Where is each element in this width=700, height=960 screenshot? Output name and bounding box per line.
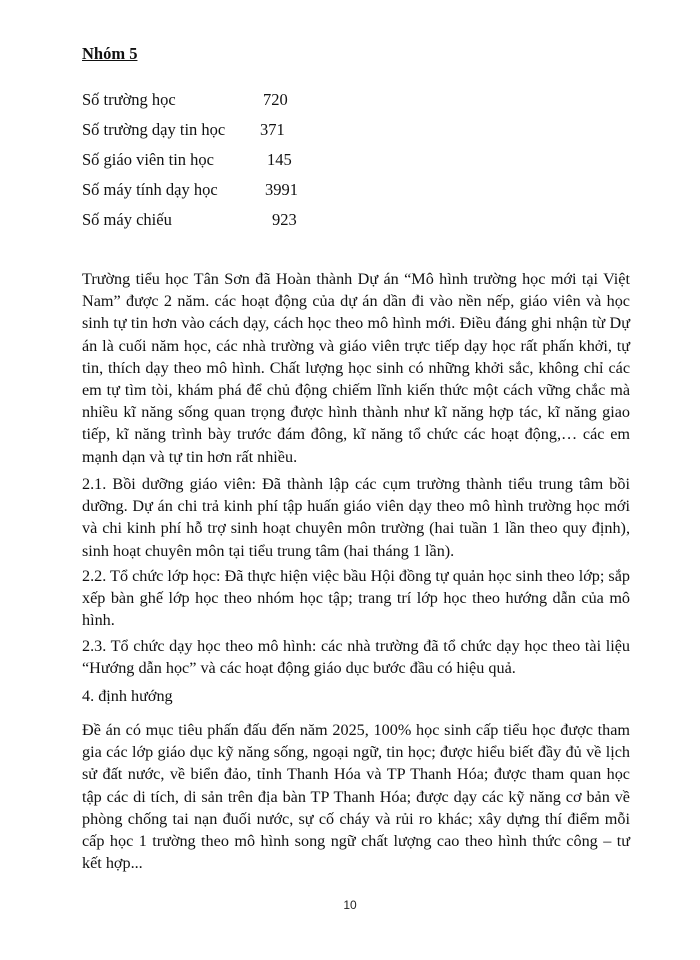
section-2-1-paragraph: 2.1. Bồi dưỡng giáo viên: Đã thành lập các cụm trường thành tiểu trung tâm bồi dưỡng. Dự án chi trả kinh phí tập huấn giáo viên dạy theo mô hình trường học mới và chi kinh phí hỗ trợ sinh hoạt chuyên môn trường (hai tuần 1 lần theo quy định), sinh hoạt chuyên môn tại tiểu trung tâm (hai tháng 1 lần).	[82, 475, 630, 560]
stat-value: 720	[263, 90, 288, 109]
group-title: Nhóm 5	[82, 44, 138, 63]
stat-value: 145	[267, 150, 292, 169]
stat-value: 923	[272, 210, 297, 229]
section-4-paragraph: Đề án có mục tiêu phấn đấu đến năm 2025, 100% học sinh cấp tiểu học được tham gia các lớp giáo dục kỹ năng sống, ngoại ngữ, tin học; được hiểu biết đầy đủ về lịch sử đất nước, về biển đảo, tỉnh Thanh Hóa và TP Thanh Hóa; được tham quan học tập các di tích, di sản trên địa bàn TP Thanh Hóa; được dạy các kỹ năng cơ bản về phòng chống tai nạn đuối nước, sự cố cháy và rủi ro khác; xây dựng thí điểm mỗi cấp học 1 trường theo mô hình song ngữ chất lượng cao theo hình thức công – tư kết hợp...	[82, 721, 630, 873]
stat-value: 3991	[265, 180, 298, 199]
page-number: 10	[343, 898, 357, 912]
stat-value: 371	[260, 120, 285, 139]
stat-label: Số giáo viên tin học	[82, 150, 214, 169]
stat-label: Số trường dạy tin học	[82, 120, 226, 139]
section-2-3-paragraph: 2.3. Tổ chức dạy học theo mô hình: các nhà trường đã tổ chức dạy học theo tài liệu “Hướng dẫn học” và các hoạt động giáo dục bước đầu có hiệu quả.	[82, 637, 630, 678]
section-4-heading: 4. định hướng	[82, 687, 173, 705]
intro-paragraph: Trường tiểu học Tân Sơn đã Hoàn thành Dự án “Mô hình trường học mới tại Việt Nam” được 2 năm. các hoạt động của dự án dần đi vào nền nếp, giáo viên và học sinh tự tin hơn vào cách dạy, cách học theo mô hình mới. Điều đáng ghi nhận từ Dự án là cuối năm học, các nhà trường và giáo viên trực tiếp dạy học rất phấn khởi, tự tin, thích dạy theo mô hình. Chất lượng học sinh có những khởi sắc, không chỉ các em tự tìm tòi, khám phá để chủ động chiếm lĩnh kiến thức một cách vững chắc mà nhiều kĩ năng sống quan trọng được hình thành như kĩ năng hợp tác, kĩ năng giao tiếp, kĩ năng trình bày trước đám đông, kĩ năng tổ chức các hoạt động,… các em mạnh dạn và tự tin hơn rất nhiều.	[82, 270, 630, 466]
stat-label: Số máy chiếu	[82, 210, 172, 229]
stat-label: Số trường học	[82, 90, 176, 109]
section-2-2-paragraph: 2.2. Tổ chức lớp học: Đã thực hiện việc bầu Hội đồng tự quản học sinh theo lớp; sắp xếp bàn ghế lớp học theo nhóm học tập; trang trí lớp học theo hướng dẫn của mô hình.	[82, 567, 630, 630]
stat-label: Số máy tính dạy học	[82, 180, 218, 199]
